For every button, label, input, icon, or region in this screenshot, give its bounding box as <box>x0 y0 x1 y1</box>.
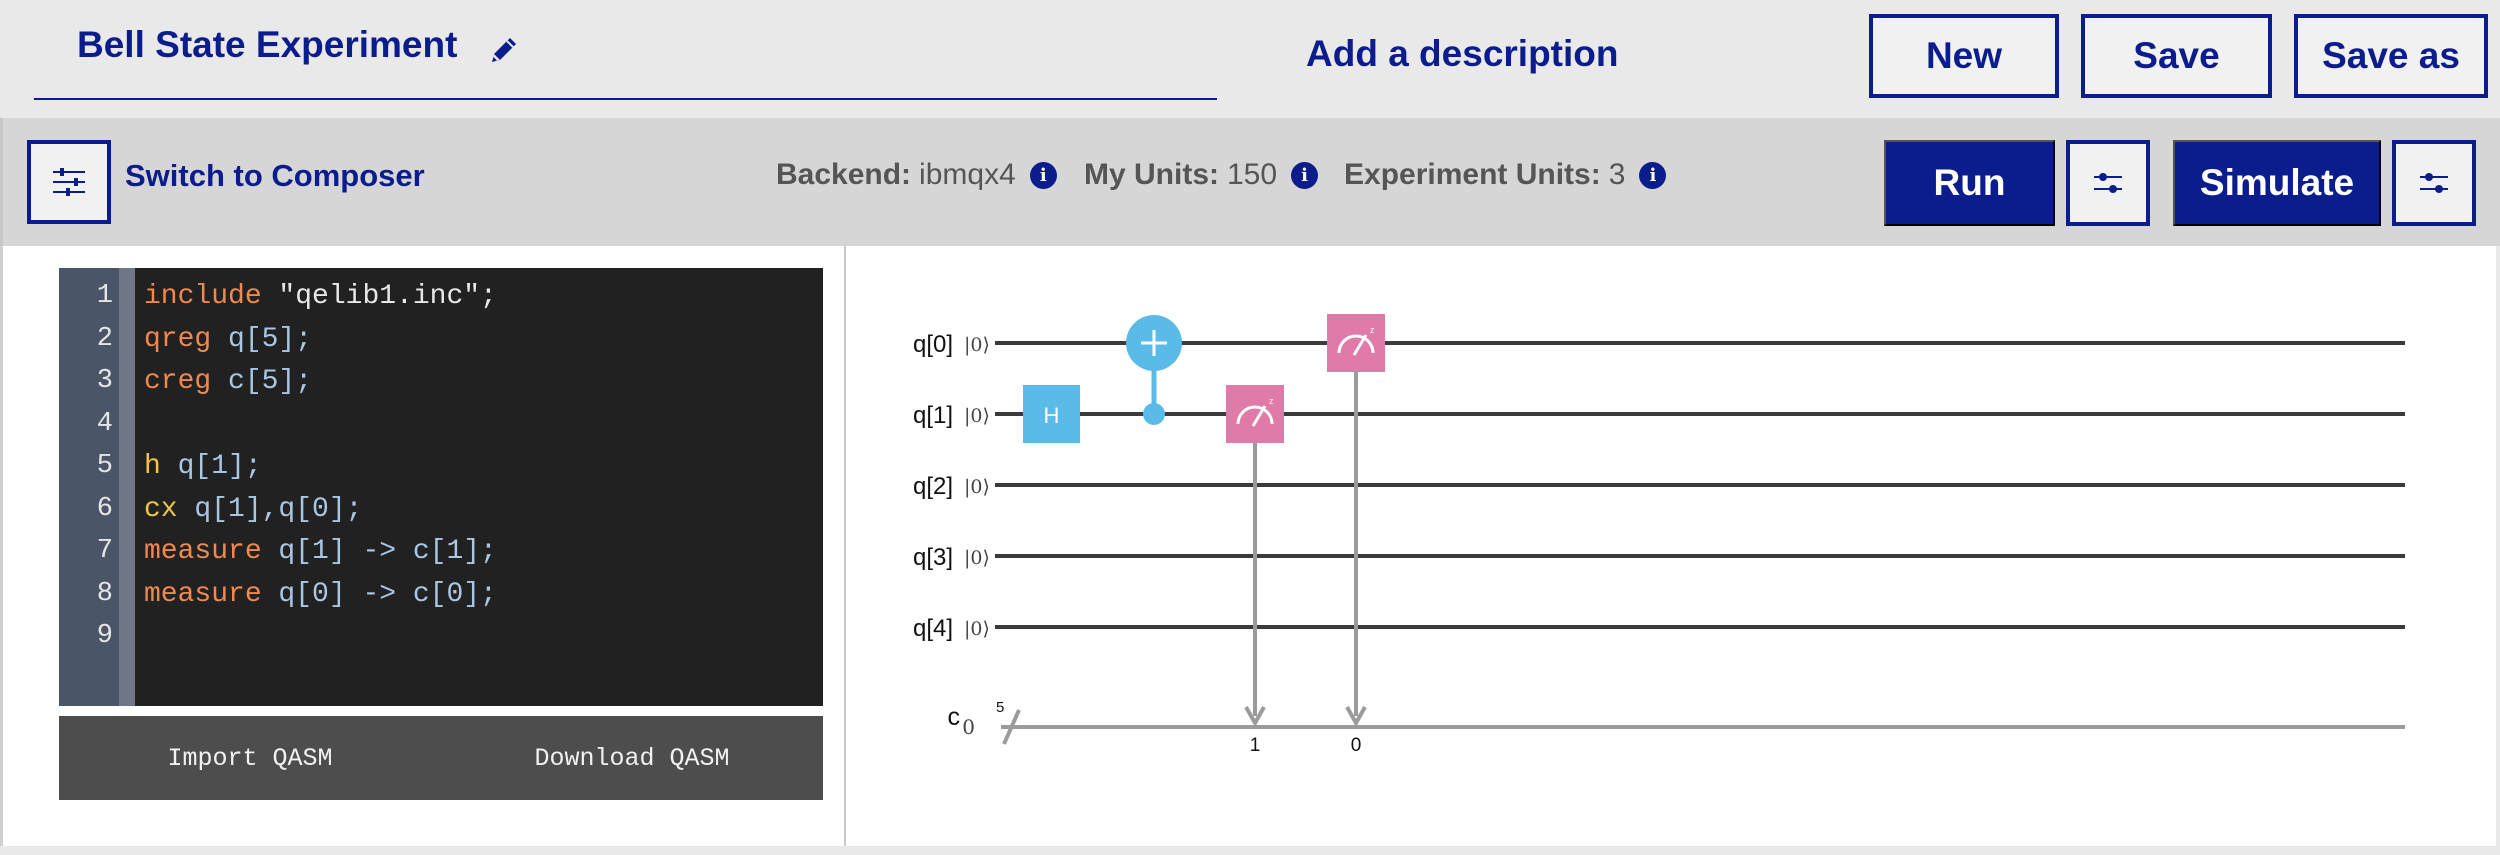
measure-gate <box>1327 314 1385 372</box>
code-token: q[0] -> c[0]; <box>261 578 497 610</box>
backend-stat <box>776 158 1057 192</box>
line-number: 3 <box>96 366 113 396</box>
save-button[interactable]: Save <box>2081 14 2272 98</box>
qasm-actions <box>59 716 823 800</box>
ket-label: |0⟩ <box>964 405 990 427</box>
sliders-icon <box>49 162 89 202</box>
experiment-units-value: 3 <box>1608 158 1626 191</box>
qubit-label: q[4] <box>912 615 953 642</box>
sliders-icon <box>2090 165 2126 201</box>
code-token: cx <box>144 493 178 525</box>
switch-to-composer-link[interactable]: Switch to Composer <box>125 158 425 193</box>
title-field[interactable] <box>34 14 1217 100</box>
h-gate-label: H <box>1043 403 1060 428</box>
line-number: 1 <box>96 281 113 311</box>
code-token: q[1] -> c[1]; <box>261 536 497 567</box>
info-icon[interactable]: i <box>1291 162 1318 189</box>
bottom-strip <box>0 846 2500 855</box>
line-number: 7 <box>96 536 113 566</box>
experiment-units-stat <box>1344 158 1666 192</box>
circuit-canvas[interactable] <box>847 246 2499 846</box>
experiment-units-label: Experiment Units: <box>1344 158 1601 191</box>
code-token: measure <box>144 536 262 567</box>
code-line[interactable] <box>144 579 497 610</box>
backend-label: Backend: <box>776 158 912 191</box>
save-as-button[interactable]: Save as <box>2294 14 2488 98</box>
header <box>0 0 2500 118</box>
my-units-label: My Units: <box>1084 158 1219 191</box>
qubit-label: q[3] <box>912 544 953 571</box>
code-token: "qelib1.inc"; <box>261 281 497 312</box>
qubit-label: q[1] <box>912 402 953 429</box>
code-token: c[5]; <box>211 366 313 397</box>
gutter-strip <box>119 268 135 706</box>
backend-value: ibmqx4 <box>919 158 1016 191</box>
run-settings-button[interactable] <box>2066 140 2150 226</box>
measure-target-label: 0 <box>1350 735 1362 756</box>
code-line[interactable] <box>144 536 497 567</box>
circuit-diagram[interactable] <box>847 246 2499 846</box>
ket-label: |0⟩ <box>964 476 990 498</box>
meter-mark: z <box>1269 396 1274 406</box>
my-units-stat <box>1084 158 1318 192</box>
pencil-icon[interactable] <box>486 32 522 68</box>
code-token: include <box>144 281 262 312</box>
code-line[interactable] <box>144 324 312 355</box>
code-token: qreg <box>144 323 212 355</box>
code-line[interactable] <box>144 451 262 482</box>
classical-label: c <box>947 703 960 731</box>
my-units-value: 150 <box>1227 158 1278 191</box>
code-token: measure <box>144 578 262 610</box>
line-number: 2 <box>96 323 113 354</box>
code-token: creg <box>144 366 212 397</box>
qubit-label: q[0] <box>912 331 953 358</box>
line-number: 6 <box>96 493 113 524</box>
measure-target-label: 1 <box>1249 735 1261 756</box>
code-token: q[1]; <box>160 451 262 482</box>
line-number: 4 <box>96 408 113 439</box>
new-button[interactable]: New <box>1869 14 2059 98</box>
code-token: q[1],q[0]; <box>177 493 363 525</box>
measure-gate <box>1226 385 1284 443</box>
ket-label: |0⟩ <box>964 618 990 640</box>
code-line[interactable] <box>144 366 312 397</box>
simulate-settings-button[interactable] <box>2392 140 2476 226</box>
classical-size-label: 5 <box>996 699 1005 716</box>
description-link[interactable]: Add a description <box>1306 33 1619 74</box>
download-qasm-button[interactable]: Download QASM <box>441 716 823 800</box>
import-qasm-button[interactable]: Import QASM <box>59 716 441 800</box>
experiment-title[interactable]: Bell State Experiment <box>77 24 458 65</box>
qasm-editor[interactable] <box>59 268 823 706</box>
info-icon[interactable]: i <box>1639 162 1666 189</box>
code-line[interactable] <box>144 494 362 525</box>
cnot-control <box>1143 403 1165 425</box>
info-icon[interactable]: i <box>1030 162 1057 189</box>
line-number: 8 <box>96 578 113 609</box>
ket-label: |0⟩ <box>964 334 990 356</box>
line-number: 9 <box>96 621 113 651</box>
classical-init-label: 0 <box>962 715 975 739</box>
line-number: 5 <box>96 451 113 481</box>
qubit-label: q[2] <box>912 473 953 500</box>
switch-to-composer-button[interactable] <box>27 140 111 224</box>
toolbar <box>0 118 2500 246</box>
main-area <box>0 246 2496 846</box>
run-button[interactable]: Run <box>1884 140 2055 226</box>
meter-mark: z <box>1370 325 1375 335</box>
sliders-icon <box>2416 165 2452 201</box>
code-line[interactable] <box>144 281 497 312</box>
panel-divider[interactable] <box>844 246 846 846</box>
simulate-button[interactable]: Simulate <box>2173 140 2381 226</box>
code-token: h <box>144 451 161 482</box>
ket-label: |0⟩ <box>964 547 990 569</box>
code-token: q[5]; <box>211 323 313 355</box>
